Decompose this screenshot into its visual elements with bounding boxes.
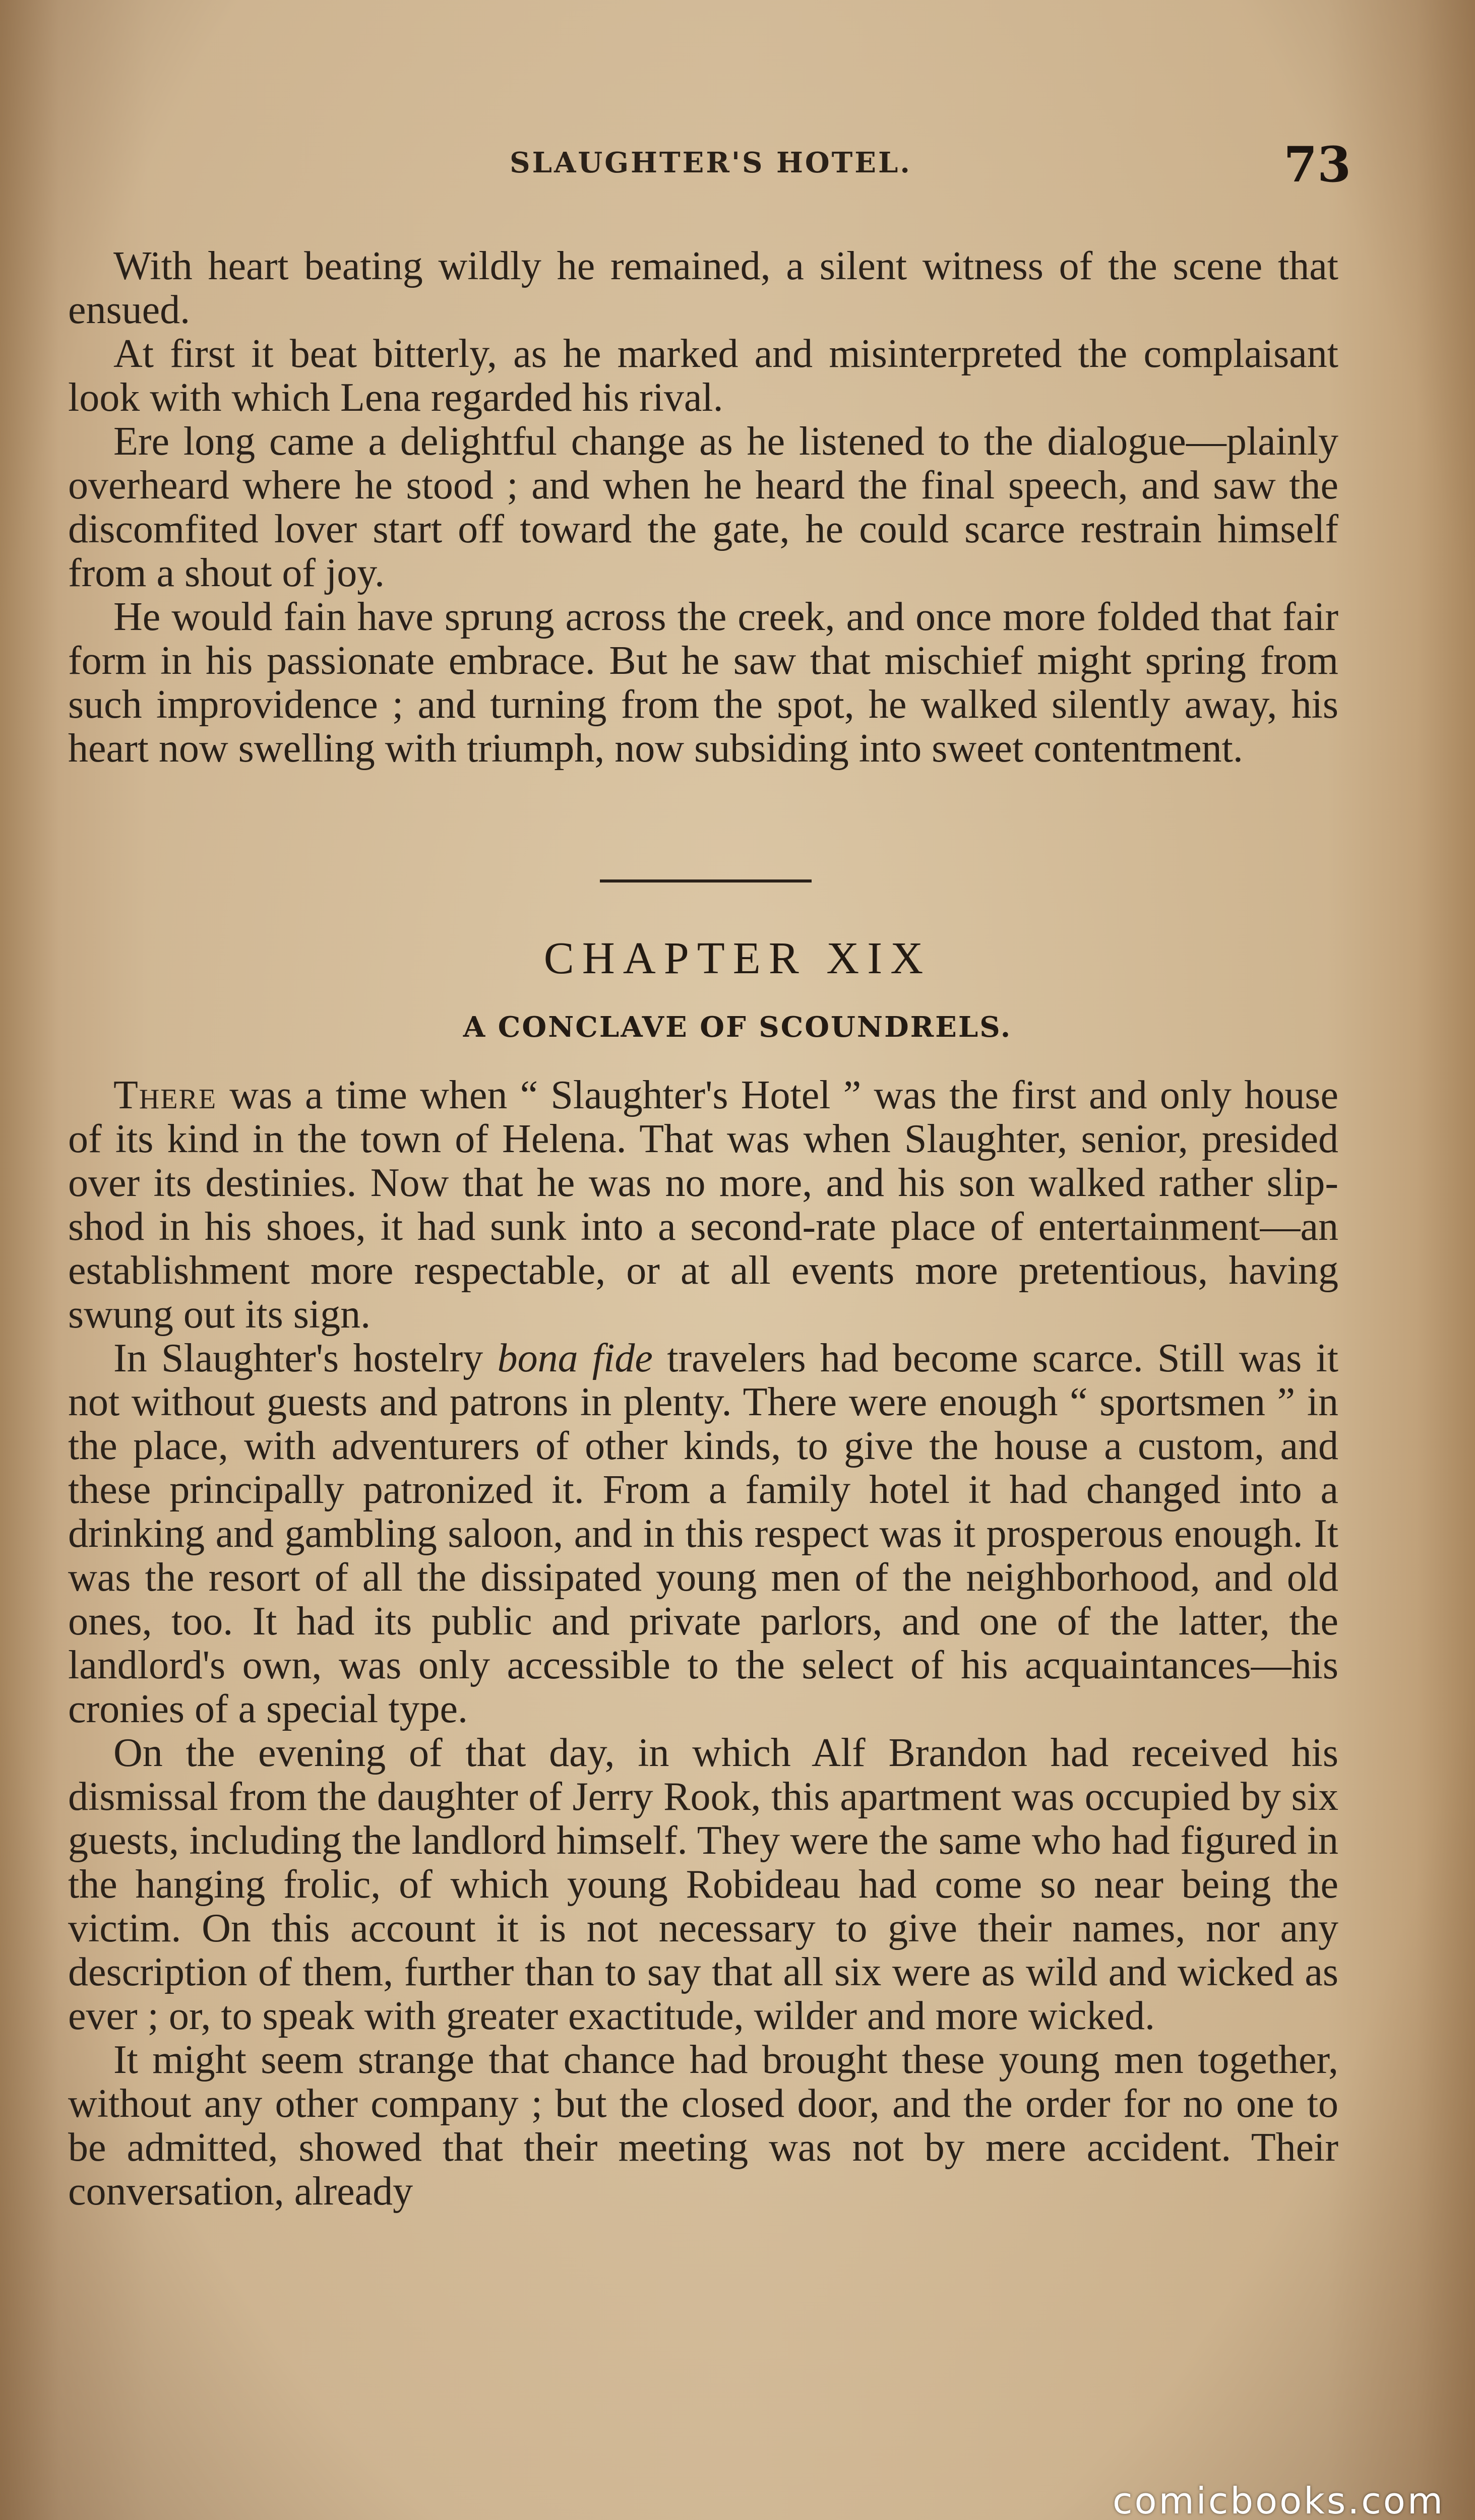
page-header [71, 136, 1351, 192]
section-divider [600, 879, 812, 883]
section-two-text [68, 1074, 1338, 2214]
paragraph: With heart beating wildly he remained, a silent witness of the scene that ensued. [68, 244, 1338, 332]
watermark: comicbooks.com [1112, 2480, 1445, 2520]
paragraph-text: In Slaughter's hostelry [113, 1336, 498, 1380]
italic-phrase: bona fide [497, 1336, 653, 1380]
paragraph: He would fain have sprung across the creek, and once more folded that fair form in his passionate embrace. But he saw that mischief might spring from such improvidence ; and turning from the spot, he walked silently away, his heart now swelling with triumph, now subsiding into sweet contentment. [68, 595, 1338, 771]
paragraph: It might seem strange that chance had brought these young men together, without any other company ; but the closed door, and the order for no one to be admitted, showed that their meeting was not by mere accident. Their conversation, already [68, 2038, 1338, 2214]
paragraph [68, 1074, 1338, 1337]
opening-word: There [113, 1073, 217, 1117]
running-head: SLAUGHTER'S HOTEL. [510, 146, 912, 179]
paragraph-text: travelers had become scarce. Still was it not without guests and patrons in plenty. There were enough “ sportsmen ” in the place, with adventurers of other kinds, to give the house a custom, and these principally patronized it. From a family hotel it had changed into a drinking and gambling saloon, and in this respect was it prosperous enough. It was the resort of all the dissipated young men of the neighborhood, and old ones, too. It had its public and private parlors, and one of the latter, the landlord's own, was only accessible to the select of his acquaintances—his cronies of a special type. [68, 1336, 1338, 1731]
paragraph: Ere long came a delightful change as he listened to the dialogue—plainly overheard where he stood ; and when he heard the final speech, and saw the discomfited lover start off toward the gate, he could scarce restrain himself from a shout of joy. [68, 419, 1338, 595]
chapter-title: CHAPTER XIX [543, 933, 932, 983]
section-one-text [68, 244, 1338, 771]
chapter-subtitle: A CONCLAVE OF SCOUNDRELS. [463, 1011, 1012, 1044]
page-number: 73 [1283, 136, 1351, 193]
paragraph: On the evening of that day, in which Alf Brandon had received his dismissal from the daughter of Jerry Rook, this apartment was occupied by six guests, including the landlord himself. They were the same who had figured in the hanging frolic, of which young Robideau had come so near being the victim. On this account it is not necessary to give their names, nor any description of them, further than to say that all six were as wild and wicked as ever ; or, to speak with greater exactitude, wilder and more wicked. [68, 1731, 1338, 2038]
paragraph-text: was a time when “ Slaughter's Hotel ” was the first and only house of its kind in the town of Helena. That was when Slaughter, senior, presided over its destinies. Now that he was no more, and his son walked rather slip-shod in his shoes, it had sunk into a second-rate place of entertainment—an establishment more respectable, or at all events more pretentious, having swung out its sign. [68, 1073, 1338, 1337]
paragraph [68, 1337, 1338, 1731]
paragraph: At first it beat bitterly, as he marked and misinterpreted the complaisant look with which Lena regarded his rival. [68, 332, 1338, 420]
